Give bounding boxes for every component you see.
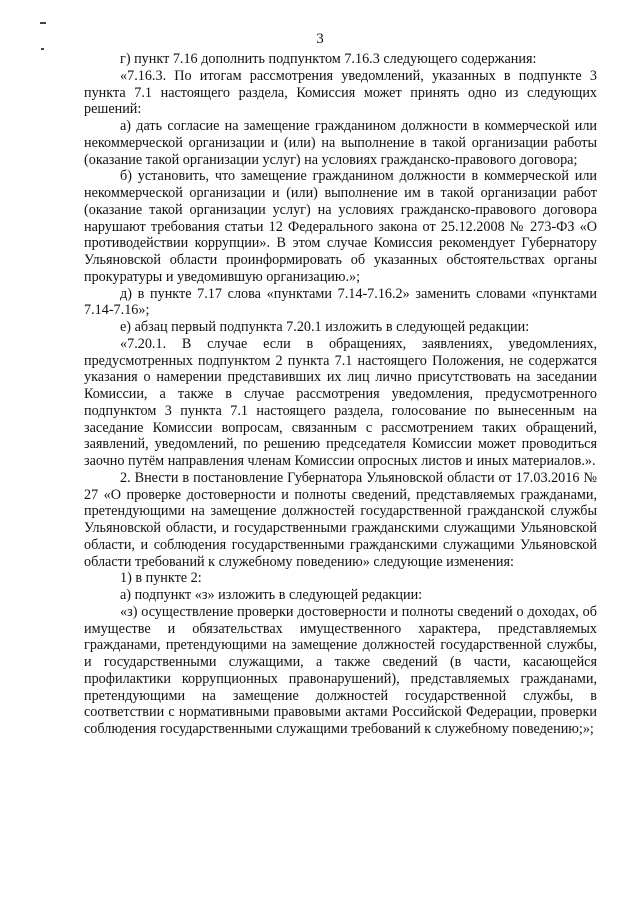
paragraph-sub-1: 1) в пункте 2:: [120, 570, 202, 587]
paragraph-7-20-1: «7.20.1. В случае если в обращениях, заявлениях, уведомлениях, предусмотренных подпунктом 2 пункта 7.1 настоящего Положения, не содержатся указания о намерении представивших их лиц лично присутствовать на заседании Комиссии, а также в случае рассмотрения уведомления, предусмотренного подпунктом 3 пункта 7.1 настоящего раздела, голосование по вынесенным на заседание Комиссии вопросам, связанным с рассмотрением таких обращений, заявлений, уведомлений, по решению председателя Комиссии может проводиться заочно путём направления членам Комиссии опросных листов и иных материалов.».: [84, 335, 597, 469]
paragraph-a: а) дать согласие на замещение гражданином должности в коммерческой или некоммерческой организации и (или) на выполнение в такой организации работы (оказание такой организации услуг) на условиях гражданско-правового договора;: [84, 118, 597, 168]
document-body: [84, 51, 597, 738]
paragraph-7-16-3: «7.16.3. По итогам рассмотрения уведомлений, указанных в подпункте 3 пункта 7.1 настоящего раздела, Комиссия может принять одно из следующих решений:: [84, 67, 597, 118]
paragraph-d: д) в пункте 7.17 слова «пунктами 7.14-7.16.2» заменить словами «пунктами 7.14-7.16»;: [84, 285, 597, 319]
paragraph-item-2: 2. Внести в постановление Губернатора Ульяновской области от 17.03.2016 № 27 «О проверке достоверности и полноты сведений, представляемых гражданами, претендующими на замещение должностей государственной гражданской службы Ульяновской области, и государственными гражданскими служащими Ульяновской области, и соблюдения государственными гражданскими служащими Ульяновской области требований к служебному поведению» следующие изменения:: [84, 469, 597, 570]
paragraph-e: е) абзац первый подпункта 7.20.1 изложить в следующей редакции:: [120, 319, 530, 335]
margin-mark: [41, 48, 44, 50]
paragraph-z: «з) осуществление проверки достоверности и полноты сведений о доходах, об имуществе и обязательствах имущественного характера, представляемых гражданами, претендующими на замещение должностей государственной службы, и государственными служащими, а также сведений (в части, касающейся профилактики коррупционных правонарушений), представляемых гражданами, претендующими на замещение должностей государственной службы, в соответствии с нормативными правовыми актами Российской Федерации, проверки соблюдения государственными служащими требований к служебному поведению;»;: [84, 603, 597, 737]
margin-mark: [40, 22, 46, 24]
paragraph-b: б) установить, что замещение гражданином должности в коммерческой или некоммерческой организации и (или) выполнение им в такой организации работ (оказание такой организации услуг) на условиях гражданско-правового договора нарушают требования статьи 12 Федерального закона от 25.12.2008 № 273-ФЗ «О противодействии коррупции». В этом случае Комиссия рекомендует Губернатору Ульяновской области проинформировать об указанных обстоятельствах органы прокуратуры и уведомившую организацию.»;: [84, 168, 597, 285]
paragraph-g: г) пункт 7.16 дополнить подпунктом 7.16.3 следующего содержания:: [120, 51, 537, 67]
paragraph-sub-a: а) подпункт «з» изложить в следующей редакции:: [120, 587, 423, 603]
page-number: 3: [316, 31, 324, 47]
